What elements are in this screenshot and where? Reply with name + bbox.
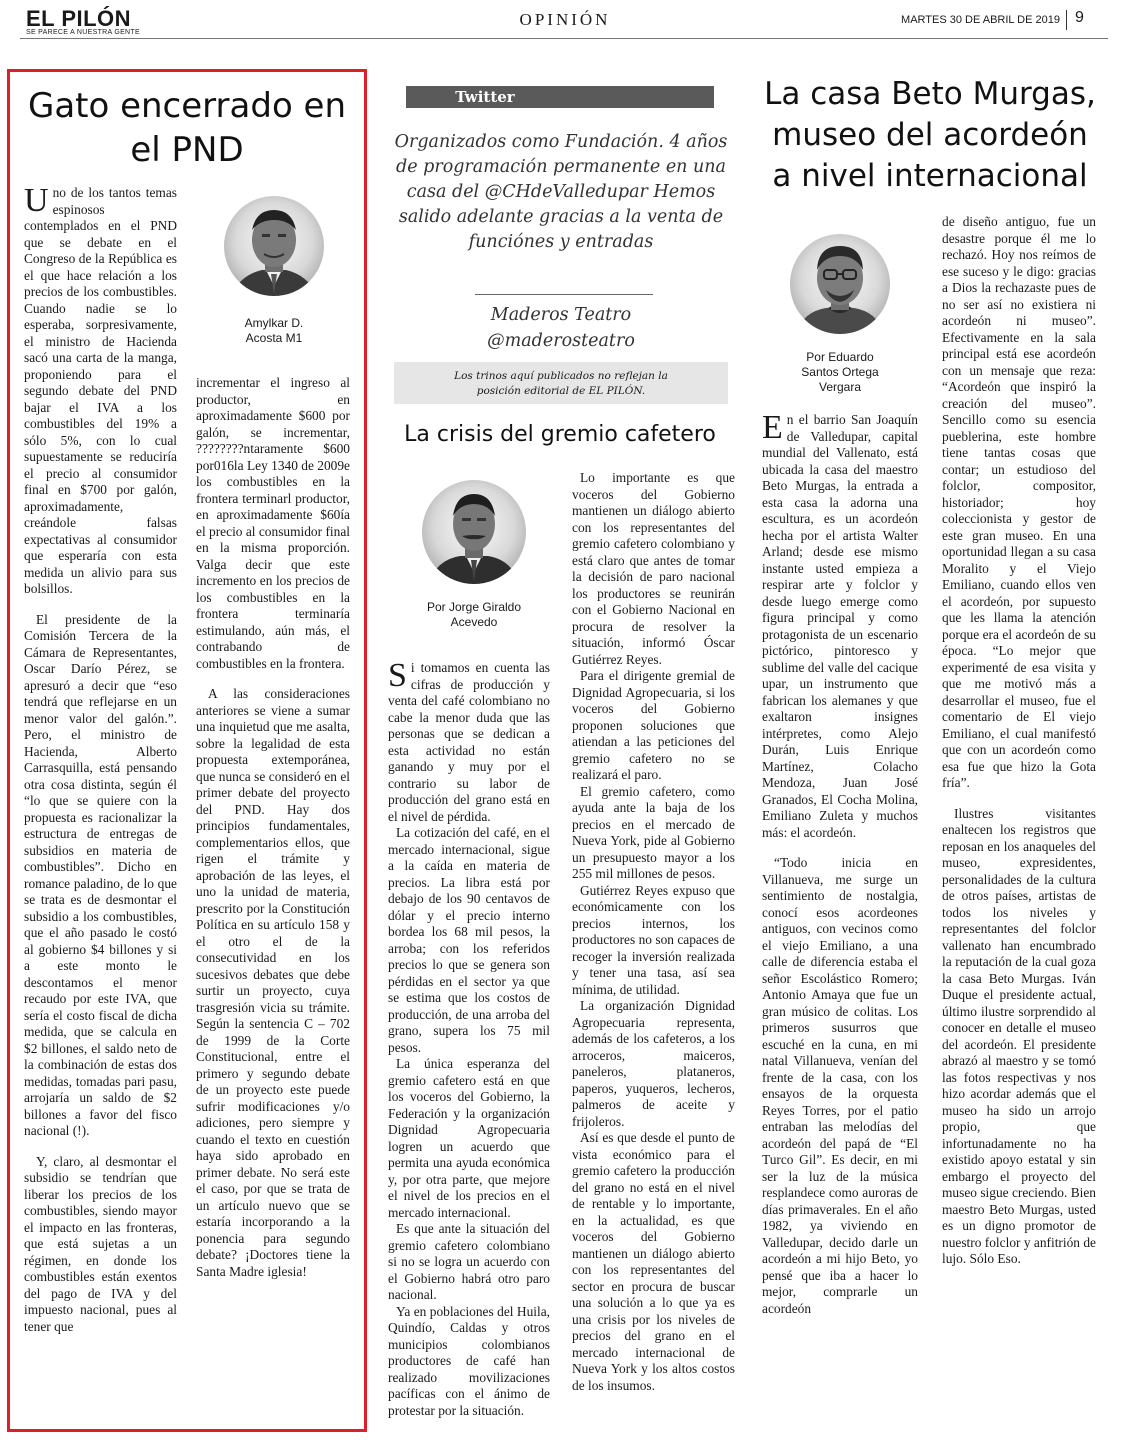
- article3-column1: [762, 409, 918, 1331]
- article2-author: [416, 600, 532, 630]
- paragraph: A las consideraciones anteriores se viene a sumar una inquietud que me asalta, sobre la legalidad de esta propuesta extemporánea, que nunca se consideró en el primer debate del proyecto del PND. Hay dos principios fundamentales, complementarios ellos, que rigen el trámite y aprobación de las leyes, el uno la unidad de materia, prescrito por la Constitución Política en su artículo 158 y el otro el de la consecutividad en los sucesivos debates que debe surtir un proyecto, cuya trasgresión vicia su trámite. Según la sentencia C – 702 de 1999 de la Corte Constitucional, entre el primero y segundo debate de un proyecto este puede sufrir modificaciones y/o adiciones, pero siempre y cuando el texto en cuestión haya sido aprobado en primer debate. No será este el caso, por que se trata de un artículo nuevo que se estaría incorporando a la ponencia para segundo debate? ¡Doctores tiene la Santa Madre iglesia!: [196, 686, 350, 1279]
- author-name-line2: Acosta M1: [245, 331, 303, 345]
- article3-title: [756, 74, 1104, 197]
- article3-title-line3: a nivel internacional: [772, 158, 1088, 194]
- section-name: OPINIÓN: [519, 10, 611, 29]
- header-rule: [20, 38, 1108, 39]
- article3-author: [790, 350, 890, 395]
- dropcap: U: [24, 182, 49, 219]
- dropcap: E: [762, 409, 783, 446]
- article2-title: La crisis del gremio cafetero: [404, 422, 716, 447]
- tweet-author-handle[interactable]: @maderosteatro: [487, 331, 635, 351]
- tweet-author: [394, 302, 728, 354]
- paragraph: Así es que desde el punto de vista económico para el gremio cafetero la producción del grano no está en el nivel de rentable y lo importante, en la actualidad, es que voceros del Gobierno mantienen un diálogo abierto con los representantes del sector en procura de buscar una solución a lo que ya es una crisis por los niveles de precios del grano en el mercado internacional de Nueva York y los altos costos de los insumos.: [572, 1130, 735, 1393]
- article1-author: [226, 316, 322, 346]
- paragraph: Para el dirigente gremial de Dignidad Agropecuaria, si los voceros del Gobierno proponen soluciones que atiendan a las peticiones del gremio cafetero no se realizará el paro.: [572, 668, 735, 782]
- page-number: 9: [1075, 9, 1084, 26]
- article3-column2: [942, 214, 1096, 1282]
- paragraph: i tomamos en cuenta las cifras de producción y venta del café colombiano no cabe la menor duda que las personas que se dedican a esta actividad no están ganando y muy por el contrario su labor de producción del grano está en el nivel de pérdida.: [388, 660, 550, 824]
- author-name-line2: Santos Ortega: [801, 365, 879, 379]
- issue-date: MARTES 30 DE ABRIL DE 2019: [901, 14, 1060, 26]
- newspaper-tagline: SE PARECE A NUESTRA GENTE: [26, 29, 140, 36]
- twitter-disclaimer: [404, 369, 718, 399]
- paragraph: Lo importante es que voceros del Gobierno mantienen un diálogo abierto con los representantes del gremio cafetero colombiano y está claro que antes de tomar la decisión de paro nacional los productores se reunirán con el Gobierno Nacional en procura de resolver la situación, informó Óscar Gutiérrez Reyes.: [572, 470, 735, 667]
- masthead: [0, 0, 1128, 40]
- article1-title-line1: Gato encerrado en: [27, 86, 347, 126]
- twitter-label[interactable]: Twitter: [455, 88, 515, 106]
- paragraph: de diseño antiguo, fue un desastre porque él me lo rechazó. Hoy nos reímos de ese suceso y le digo: gracias a Dios la rechazaste pues de no ser así no existiera ni acordeón ni museo”. Efectivamente en la sala principal está ese acordeón con un mensaje que reza: “Acordeón que inspiró la creación del museo”. Sencillo como su esencia pueblerina, este hombre tiene tantas cosas que contar; un estudioso del folclor, compositor, historiador; hoy coleccionista y gestor de este gran museo. En una oportunidad llegan a su casa Moralito y el Viejo Emiliano, cuando ellos ven el acordeón, por supuesto que les llama la atención porque era el acordeón de su época. “Lo mejor que experimenté de esa visita y que me motivó más a desarrollar el museo, fue el comentario de El viejo Emiliano, el cual manifestó que con un acordeón como esa fue que hizo la Gota fría”.: [942, 214, 1096, 790]
- article3-title-line1: La casa Beto Murgas,: [764, 76, 1096, 112]
- disclaimer-line1: Los trinos aquí publicados no reflejan la: [454, 370, 668, 382]
- author-name-line1: Por Eduardo: [806, 350, 874, 364]
- portrait-amylkar-acosta: [222, 190, 326, 304]
- paragraph: Y, claro, al desmontar el subsidio se tendrían que liberar los precios de los combustibles, siendo mayor el impacto en las fronteras, que está sujetas a un régimen, en donde los combustibles están exentos del pago de IVA y del impuesto nacional, pues al tener que: [24, 1153, 177, 1334]
- paragraph: Ya en poblaciones del Huila, Quindío, Caldas y otros municipios colombianos productores de café han realizado movilizaciones pacíficas con el ánimo de protestar por la situación.: [388, 1303, 550, 1418]
- author-name-line1: Por Jorge Giraldo: [426, 600, 522, 614]
- article1-column2: [196, 375, 350, 1294]
- dropcap: S: [388, 657, 407, 694]
- paragraph: Gutiérrez Reyes expuso que económicamente con los precios internos, los productores no son capaces de recoger la inversión realizada y tener una tasa, así sea mínima, de utilidad.: [572, 882, 735, 997]
- paragraph: no de los tantos temas espinosos contemplados en el PND que se debate en el Congreso de la República es el que hace relación a los precios de los combustibles. Cuando nadie se lo esperaba, sorpresivamente, el ministro de Hacienda sacó una carta de la manga, proponiendo para el segundo debate del PND bajar el IVA a los combustibles del 19% a sólo 5%, con lo cual supuestamente se reduciría el precio al consumidor final en $700 por galón, aproximadamente, creándole falsas expectativas al consumidor que esperaría con esta medida un alivio para sus bolsillos.: [24, 185, 177, 596]
- disclaimer-line2: posición editorial de EL PILÓN.: [476, 385, 646, 397]
- author-name-line1: Amylkar D.: [244, 316, 304, 330]
- article1-title-line2: el PND: [130, 130, 244, 170]
- paragraph: La organización Dignidad Agropecuaria representa, además de los cafeteros, a los arroceros, maiceros, paneleros, plataneros, paperos, yuqueros, lecheros, palmeros de aceite y frijoleros.: [572, 998, 735, 1129]
- article1-title: [14, 84, 360, 172]
- paragraph: La única esperanza del gremio cafetero está en que los voceros del Gobierno, la Federación y la organización Dignidad Agropecuaria logren un acuerdo que permita una ayuda económica y, por otra parte, que mejore el nivel de los precios en el mercado internacional.: [388, 1056, 550, 1220]
- paragraph: Es que ante la situación del gremio cafetero colombiano si no se logra un acuerdo con el Gobierno habrá otro paro nacional.: [388, 1221, 550, 1302]
- paragraph: “Todo inicia en Villanueva, me surge un sentimiento de nostalgia, conocí esos acordeones antiguos, con vecinos como el viejo Emiliano, a una calle de diferencia estaba el señor Escolástico Romero; Antonio Amaya que fue un gran músico de colitas. Los primeros susurros que escuché en la cuna, en mi natal Villanueva, venían del frente de la casa, con los ensayos de la orquesta Reyes Torres, por el patio entraban las melodías del acordeón del papá de “El Turco Gil”. Es decir, en mi ser la luz de la música resplandece como auroras de días primaverales. En el año 1982, ya viviendo en Valledupar, decido darle un acordeón a mi hijo Beto, yo pensé que iba a hacer lo mejor, comprarle un acordeón: [762, 855, 918, 1316]
- paragraph: incrementar el ingreso al productor, en aproximadamente $600 por galón, se incrementar, ????????ntaramente $600 por016la Ley 1340 de 2009e los combustibles en la frontera terminarl productor, en aproximadamente $60ía el precio al consumidor final en la misma proporción. Valga decir que este incremento en los precios de los combustibles en la frontera terminaría estimulando, aún más, el contrabando de combustibles en la frontera.: [196, 375, 350, 671]
- paragraph: n el barrio San Joaquín de Valledupar, capital mundial del Vallenato, está ubicada la casa del maestro Beto Murgas, la entrada a esta casa la adorna una escultura, es un acordeón hecha por el artista Walter Arland; desde ese mismo instante usted empieza a respirar arte y folclor y desde luego emerge como figura principal y como protagonista de un escenario pictórico, pintoresco y sublime del valle del cacique upar, un instrumento que fabrican los alemanes y que exaltaron insignes intérpretes, como Alejo Durán, Luis Enrique Martínez, Colacho Mendoza, Juan José Granados, El Cocha Molina, Emiliano Zuleta y muchos más: el acordeón.: [762, 412, 918, 840]
- tweet-divider: [475, 294, 653, 295]
- tweet-author-name: Maderos Teatro: [490, 305, 632, 325]
- article2-column2: [572, 470, 735, 1394]
- author-name-line3: Vergara: [818, 380, 862, 394]
- paragraph: Ilustres visitantes enaltecen los registros que reposan en los anaqueles del museo, expresidentes, personalidades de la cultura de otros países, artistas de todos los niveles y representantes del folclor vallenato han encumbrado la reputación de la cual goza la casa Beto Murgas. Iván Duque el presidente actual, último ilustre sorprendido al conocer en detalle el museo del acordeón. El presidente abrazó al maestro y se tomó las fotos respectivas y nos hizo acordar además que el museo ha sido un arrojo propio, que infortunadamente no ha existido apoyo estatal y sin embargo el proyecto del museo sigue creciendo. Bien maestro Beto Murgas, usted es un digno promotor de nuestro folclor y anfitrión de lujo. Sólo Eso.: [942, 805, 1096, 1266]
- author-name-line2: Acevedo: [450, 615, 498, 629]
- article3-title-line2: museo del acordeón: [772, 117, 1088, 153]
- tweet-text: Organizados como Fundación. 4 años de programación permanente en una casa del @CHdeValledupar Hemos salido adelante gracias a la venta de funciónes y entradas: [394, 132, 728, 252]
- newspaper-logo[interactable]: EL PILÓN: [26, 6, 132, 31]
- paragraph: El presidente de la Comisión Tercera de la Cámara de Representantes, Oscar Darío Pérez, se apresuró a decir que “eso tendrá que reflejarse en un menor valor del galón.”. Pero, el ministro de Hacienda, Alberto Carrasquilla, está pensando otra cosa distinta, según él “lo que se quiere con la propuesta es racionalizar la estructura de entregas de subsidios en materia de combustibles”. Dicho en romance paladino, de lo que se trata es de desmontar el subsidio a los combustibles, que el año pasado le costó al gobierno $4 billones y si a este monto le descontamos el menor recaudo por este IVA, que sería el costo fiscal de dicha medida, que se calcula en $2 billones, el saldo neto de la combinación de estas dos medidas, tomadas pari pasu, arrojaría un saldo de $2 billones a favor del fisco nacional (!).: [24, 611, 177, 1138]
- paragraph: El gremio cafetero, como ayuda ante la baja de los precios en el mercado de Nueva York, pide al Gobierno un presupuesto mayor a los 255 mil millones de pesos.: [572, 783, 735, 881]
- article2-column1: [388, 657, 550, 1419]
- portrait-eduardo-santos: [788, 228, 892, 342]
- page-number-divider: [1066, 10, 1067, 30]
- portrait-jorge-giraldo: [420, 476, 528, 590]
- article1-column1: [24, 182, 177, 1349]
- paragraph: La cotización del café, en el mercado internacional, sigue a la caída en materia de precios. La libra está por debajo de los 90 centavos de dólar y el precio interno bordea los 68 mil pesos, la arroba; con los referidos precios lo que se genera son pérdidas en el sector ya que se estima que los costos de producción, de una arroba del grano, supera los 75 mil pesos.: [388, 825, 550, 1055]
